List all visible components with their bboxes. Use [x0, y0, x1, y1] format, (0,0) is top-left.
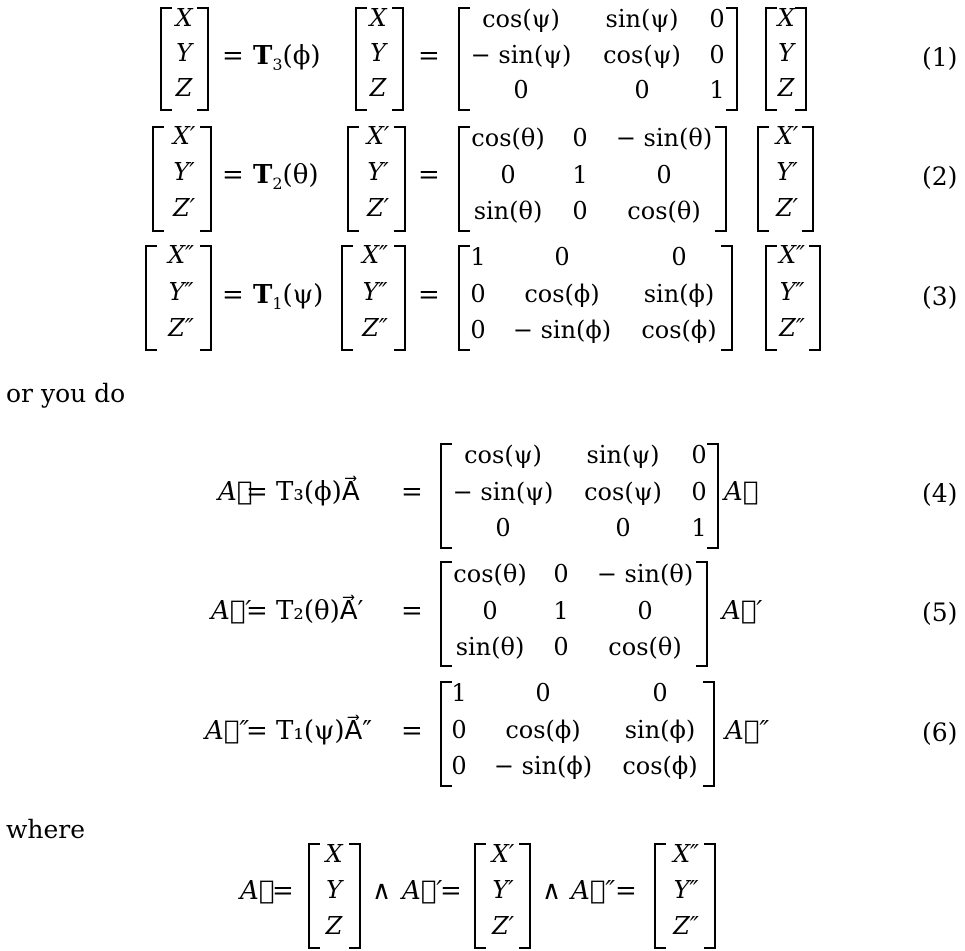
vector-entry: Z′ — [775, 194, 799, 222]
matrix-cell: 0 — [709, 41, 725, 69]
matrix-bracket-right — [726, 7, 738, 111]
equals-sign: = — [418, 280, 440, 310]
operator: $T_2(\theta)$ — [253, 160, 319, 194]
matrix-bracket-right — [715, 126, 727, 232]
matrix-cell: cos(ϕ) — [505, 716, 581, 744]
matrix-cell: 0 — [513, 76, 529, 104]
matrix-cell: 0 — [451, 752, 467, 780]
matrix-cell: 0 — [495, 514, 511, 542]
vector-entry: X″ — [361, 241, 389, 269]
equals-sign: = — [418, 41, 440, 71]
matrix-cell: − sin(θ) — [596, 560, 694, 588]
bracket-left — [474, 843, 486, 949]
bracket-left — [160, 7, 172, 111]
bracket-right — [795, 7, 807, 111]
vector-entry: X — [325, 840, 343, 868]
vector-entry: Y″ — [779, 278, 805, 306]
vector-entry: X′ — [172, 122, 196, 150]
matrix-bracket-right — [721, 245, 733, 351]
vector-entry: Y″ — [362, 278, 388, 306]
vector-entry: Z′ — [172, 194, 196, 222]
matrix-cell: 0 — [652, 679, 668, 707]
operator: = T₂(θ)A⃗′ — [246, 596, 364, 626]
vector-symbol: A⃗ — [240, 876, 275, 906]
vector-entry: Z′ — [491, 912, 515, 940]
vector-entry: Z′ — [366, 194, 390, 222]
vector-entry: Y′ — [492, 876, 514, 904]
vector-entry: Z″ — [673, 912, 699, 940]
matrix-cell: 0 — [691, 478, 707, 506]
matrix-bracket-left — [440, 681, 452, 787]
equals-sign: = — [615, 876, 637, 906]
matrix-cell: sin(ψ) — [586, 441, 660, 469]
equals-sign: = — [222, 160, 244, 190]
matrix-cell: 1 — [553, 597, 569, 625]
bracket-right — [394, 126, 406, 232]
matrix-cell: 0 — [535, 679, 551, 707]
vector-entry: Y′ — [776, 158, 798, 186]
bracket-right — [200, 245, 212, 351]
matrix-cell: cos(θ) — [627, 197, 701, 225]
bracket-left — [654, 843, 666, 949]
bracket-right — [802, 126, 814, 232]
wedge-symbol: ∧ — [542, 876, 562, 906]
vector-entry: Z — [325, 912, 343, 940]
bracket-left — [341, 245, 353, 351]
matrix-cell: − sin(ϕ) — [512, 316, 612, 344]
vector-symbol: A⃗′ — [211, 596, 252, 626]
matrix-cell: sin(θ) — [455, 633, 525, 661]
vector-entry: Y — [778, 39, 794, 67]
bracket-left — [757, 126, 769, 232]
matrix-cell: 0 — [553, 633, 569, 661]
equation-number: (3) — [922, 282, 958, 311]
bracket-right — [392, 7, 404, 111]
matrix-cell: cos(ϕ) — [641, 316, 717, 344]
matrix-bracket-right — [703, 681, 715, 787]
operator: = T₃(ϕ)A⃗ — [246, 477, 360, 507]
matrix-cell: 0 — [470, 316, 486, 344]
matrix-cell: 1 — [691, 514, 707, 542]
bracket-right — [200, 126, 212, 232]
vector-symbol: A⃗ — [218, 477, 253, 507]
vector-entry: X′ — [491, 840, 515, 868]
matrix-cell: 0 — [691, 441, 707, 469]
vector-entry: Y′ — [173, 158, 195, 186]
bracket-left — [145, 245, 157, 351]
vector-entry: X — [369, 4, 387, 32]
matrix-bracket-left — [458, 7, 470, 111]
matrix-bracket-right — [696, 561, 708, 667]
matrix-cell: − sin(ψ) — [452, 478, 554, 506]
equals-sign: = — [222, 41, 244, 71]
vector-entry: Z — [777, 74, 795, 102]
body-text-where: where — [6, 815, 86, 844]
equals-sign: = — [418, 160, 440, 190]
equation-number: (1) — [922, 43, 958, 72]
matrix-bracket-left — [458, 126, 470, 232]
wedge-symbol: ∧ — [372, 876, 392, 906]
vector-entry: Z″ — [779, 314, 805, 342]
vector-entry: Z — [369, 74, 387, 102]
matrix-bracket-left — [458, 245, 470, 351]
matrix-cell: 0 — [615, 514, 631, 542]
equals-sign: = — [401, 716, 423, 746]
vector-entry: X′ — [366, 122, 390, 150]
vector-symbol: A⃗″ — [725, 716, 770, 746]
equals-sign: = — [401, 596, 423, 626]
vector-entry: Y′ — [367, 158, 389, 186]
matrix-cell: cos(ψ) — [603, 41, 681, 69]
vector-entry: X″ — [778, 241, 806, 269]
vector-entry: Z — [175, 74, 193, 102]
bracket-right — [704, 843, 716, 949]
bracket-left — [347, 126, 359, 232]
matrix-cell: 1 — [470, 243, 486, 271]
vector-entry: X″ — [672, 840, 700, 868]
vector-symbol: A⃗ — [724, 477, 759, 507]
bracket-left — [152, 126, 164, 232]
matrix-cell: 0 — [634, 76, 650, 104]
matrix-cell: cos(ψ) — [584, 478, 662, 506]
equals-sign: = — [272, 876, 294, 906]
matrix-cell: cos(θ) — [453, 560, 527, 588]
matrix-cell: − sin(ψ) — [470, 41, 572, 69]
matrix-bracket-left — [440, 561, 452, 667]
matrix-cell: 0 — [656, 161, 672, 189]
equals-sign: = — [222, 280, 244, 310]
matrix-cell: 1 — [451, 679, 467, 707]
vector-symbol: A⃗″ — [205, 716, 250, 746]
matrix-bracket-right — [707, 443, 719, 549]
matrix-cell: 0 — [572, 197, 588, 225]
bracket-right — [809, 245, 821, 351]
equation-number: (6) — [922, 718, 958, 747]
vector-entry: X — [777, 4, 795, 32]
matrix-cell: cos(θ) — [608, 633, 682, 661]
equals-sign: = — [401, 477, 423, 507]
equals-sign: = — [440, 876, 462, 906]
vector-symbol: A⃗′ — [402, 876, 443, 906]
matrix-cell: 0 — [451, 716, 467, 744]
matrix-cell: − sin(θ) — [615, 124, 713, 152]
bracket-left — [355, 7, 367, 111]
matrix-cell: 1 — [709, 76, 725, 104]
vector-entry: X — [175, 4, 193, 32]
bracket-right — [394, 245, 406, 351]
vector-entry: Z″ — [362, 314, 388, 342]
equation-number: (4) — [922, 479, 958, 508]
bracket-right — [519, 843, 531, 949]
body-text-or: or you do — [6, 379, 126, 408]
matrix-cell: 0 — [637, 597, 653, 625]
equation-number: (5) — [922, 598, 958, 627]
matrix-cell: sin(θ) — [473, 197, 543, 225]
vector-entry: Z″ — [168, 314, 194, 342]
bracket-right — [349, 843, 361, 949]
vector-entry: Y″ — [673, 876, 699, 904]
bracket-left — [765, 7, 777, 111]
matrix-cell: 0 — [553, 560, 569, 588]
matrix-cell: cos(ϕ) — [622, 752, 698, 780]
vector-entry: Y — [370, 39, 386, 67]
operator: = T₁(ψ)A⃗″ — [246, 716, 372, 746]
matrix-cell: 0 — [554, 243, 570, 271]
matrix-cell: 0 — [709, 5, 725, 33]
matrix-cell: 0 — [482, 597, 498, 625]
matrix-cell: cos(ψ) — [482, 5, 560, 33]
matrix-cell: cos(ϕ) — [524, 280, 600, 308]
matrix-cell: 0 — [572, 124, 588, 152]
matrix-cell: cos(θ) — [471, 124, 545, 152]
matrix-cell: sin(ϕ) — [624, 716, 696, 744]
matrix-bracket-left — [440, 443, 452, 549]
matrix-cell: 0 — [470, 280, 486, 308]
vector-symbol: A⃗″ — [571, 876, 616, 906]
vector-entry: X′ — [775, 122, 799, 150]
vector-entry: X″ — [167, 241, 195, 269]
bracket-left — [765, 245, 777, 351]
operator: $T_1(\psi)$ — [253, 280, 324, 314]
equation-number: (2) — [922, 162, 958, 191]
matrix-cell: sin(ψ) — [605, 5, 679, 33]
operator: $T_3(\phi)$ — [253, 41, 321, 75]
vector-entry: Y″ — [168, 278, 194, 306]
matrix-cell: 0 — [671, 243, 687, 271]
bracket-right — [197, 7, 209, 111]
matrix-cell: − sin(ϕ) — [493, 752, 593, 780]
matrix-cell: 0 — [500, 161, 516, 189]
matrix-cell: sin(ϕ) — [643, 280, 715, 308]
vector-entry: Y — [326, 876, 342, 904]
matrix-cell: 1 — [572, 161, 588, 189]
bracket-left — [308, 843, 320, 949]
vector-symbol: A⃗′ — [722, 596, 763, 626]
matrix-cell: cos(ψ) — [464, 441, 542, 469]
vector-entry: Y — [176, 39, 192, 67]
